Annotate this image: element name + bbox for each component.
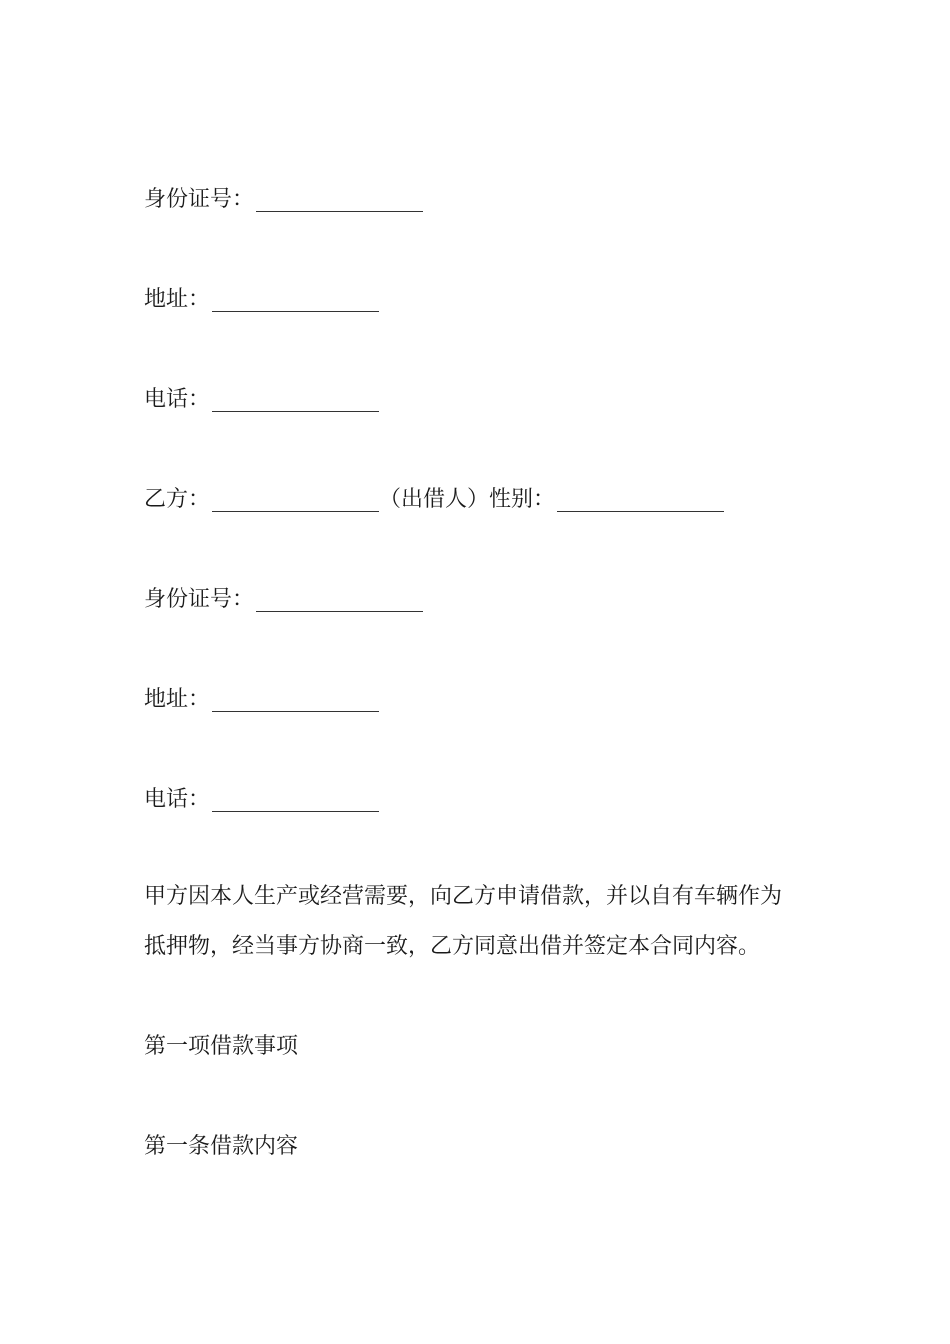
party-a-id-blank <box>256 210 423 212</box>
article-title-text: 第一条借款内容 <box>144 1134 299 1159</box>
party-b-address-row <box>144 685 379 715</box>
party-b-phone-label: 电话： <box>144 787 211 812</box>
party-a-address-row <box>144 285 379 315</box>
party-a-phone-row <box>144 385 379 415</box>
party-b-phone-row <box>144 785 379 815</box>
party-b-address-label: 地址： <box>144 687 211 712</box>
section-article-title <box>144 1132 298 1162</box>
party-a-address-blank <box>212 310 379 312</box>
preamble-line-1: 甲方因本人生产或经营需要，向乙方申请借款，并以自有车辆作为 <box>144 884 783 909</box>
party-b-id-blank <box>256 610 423 612</box>
party-a-id-label: 身份证号： <box>144 187 255 212</box>
party-b-id-row <box>144 585 423 615</box>
party-b-name-label: 乙方： <box>144 487 211 512</box>
party-b-address-blank <box>212 710 379 712</box>
party-a-phone-blank <box>212 410 379 412</box>
party-a-phone-label: 电话： <box>144 387 211 412</box>
party-b-phone-blank <box>212 810 379 812</box>
party-b-gender-label: 性别： <box>489 487 556 512</box>
party-b-id-label: 身份证号： <box>144 587 255 612</box>
party-b-name-row <box>144 485 724 515</box>
party-b-name-blank <box>212 510 379 512</box>
section-item-title <box>144 1032 298 1062</box>
party-b-role-text: （出借人） <box>379 487 490 512</box>
item-title-text: 第一项借款事项 <box>144 1034 299 1059</box>
preamble-paragraph <box>144 872 824 972</box>
preamble-line-2: 抵押物，经当事方协商一致，乙方同意出借并签定本合同内容。 <box>144 934 761 959</box>
party-b-gender-blank <box>557 510 724 512</box>
party-a-address-label: 地址： <box>144 287 211 312</box>
party-a-id-row <box>144 185 423 215</box>
